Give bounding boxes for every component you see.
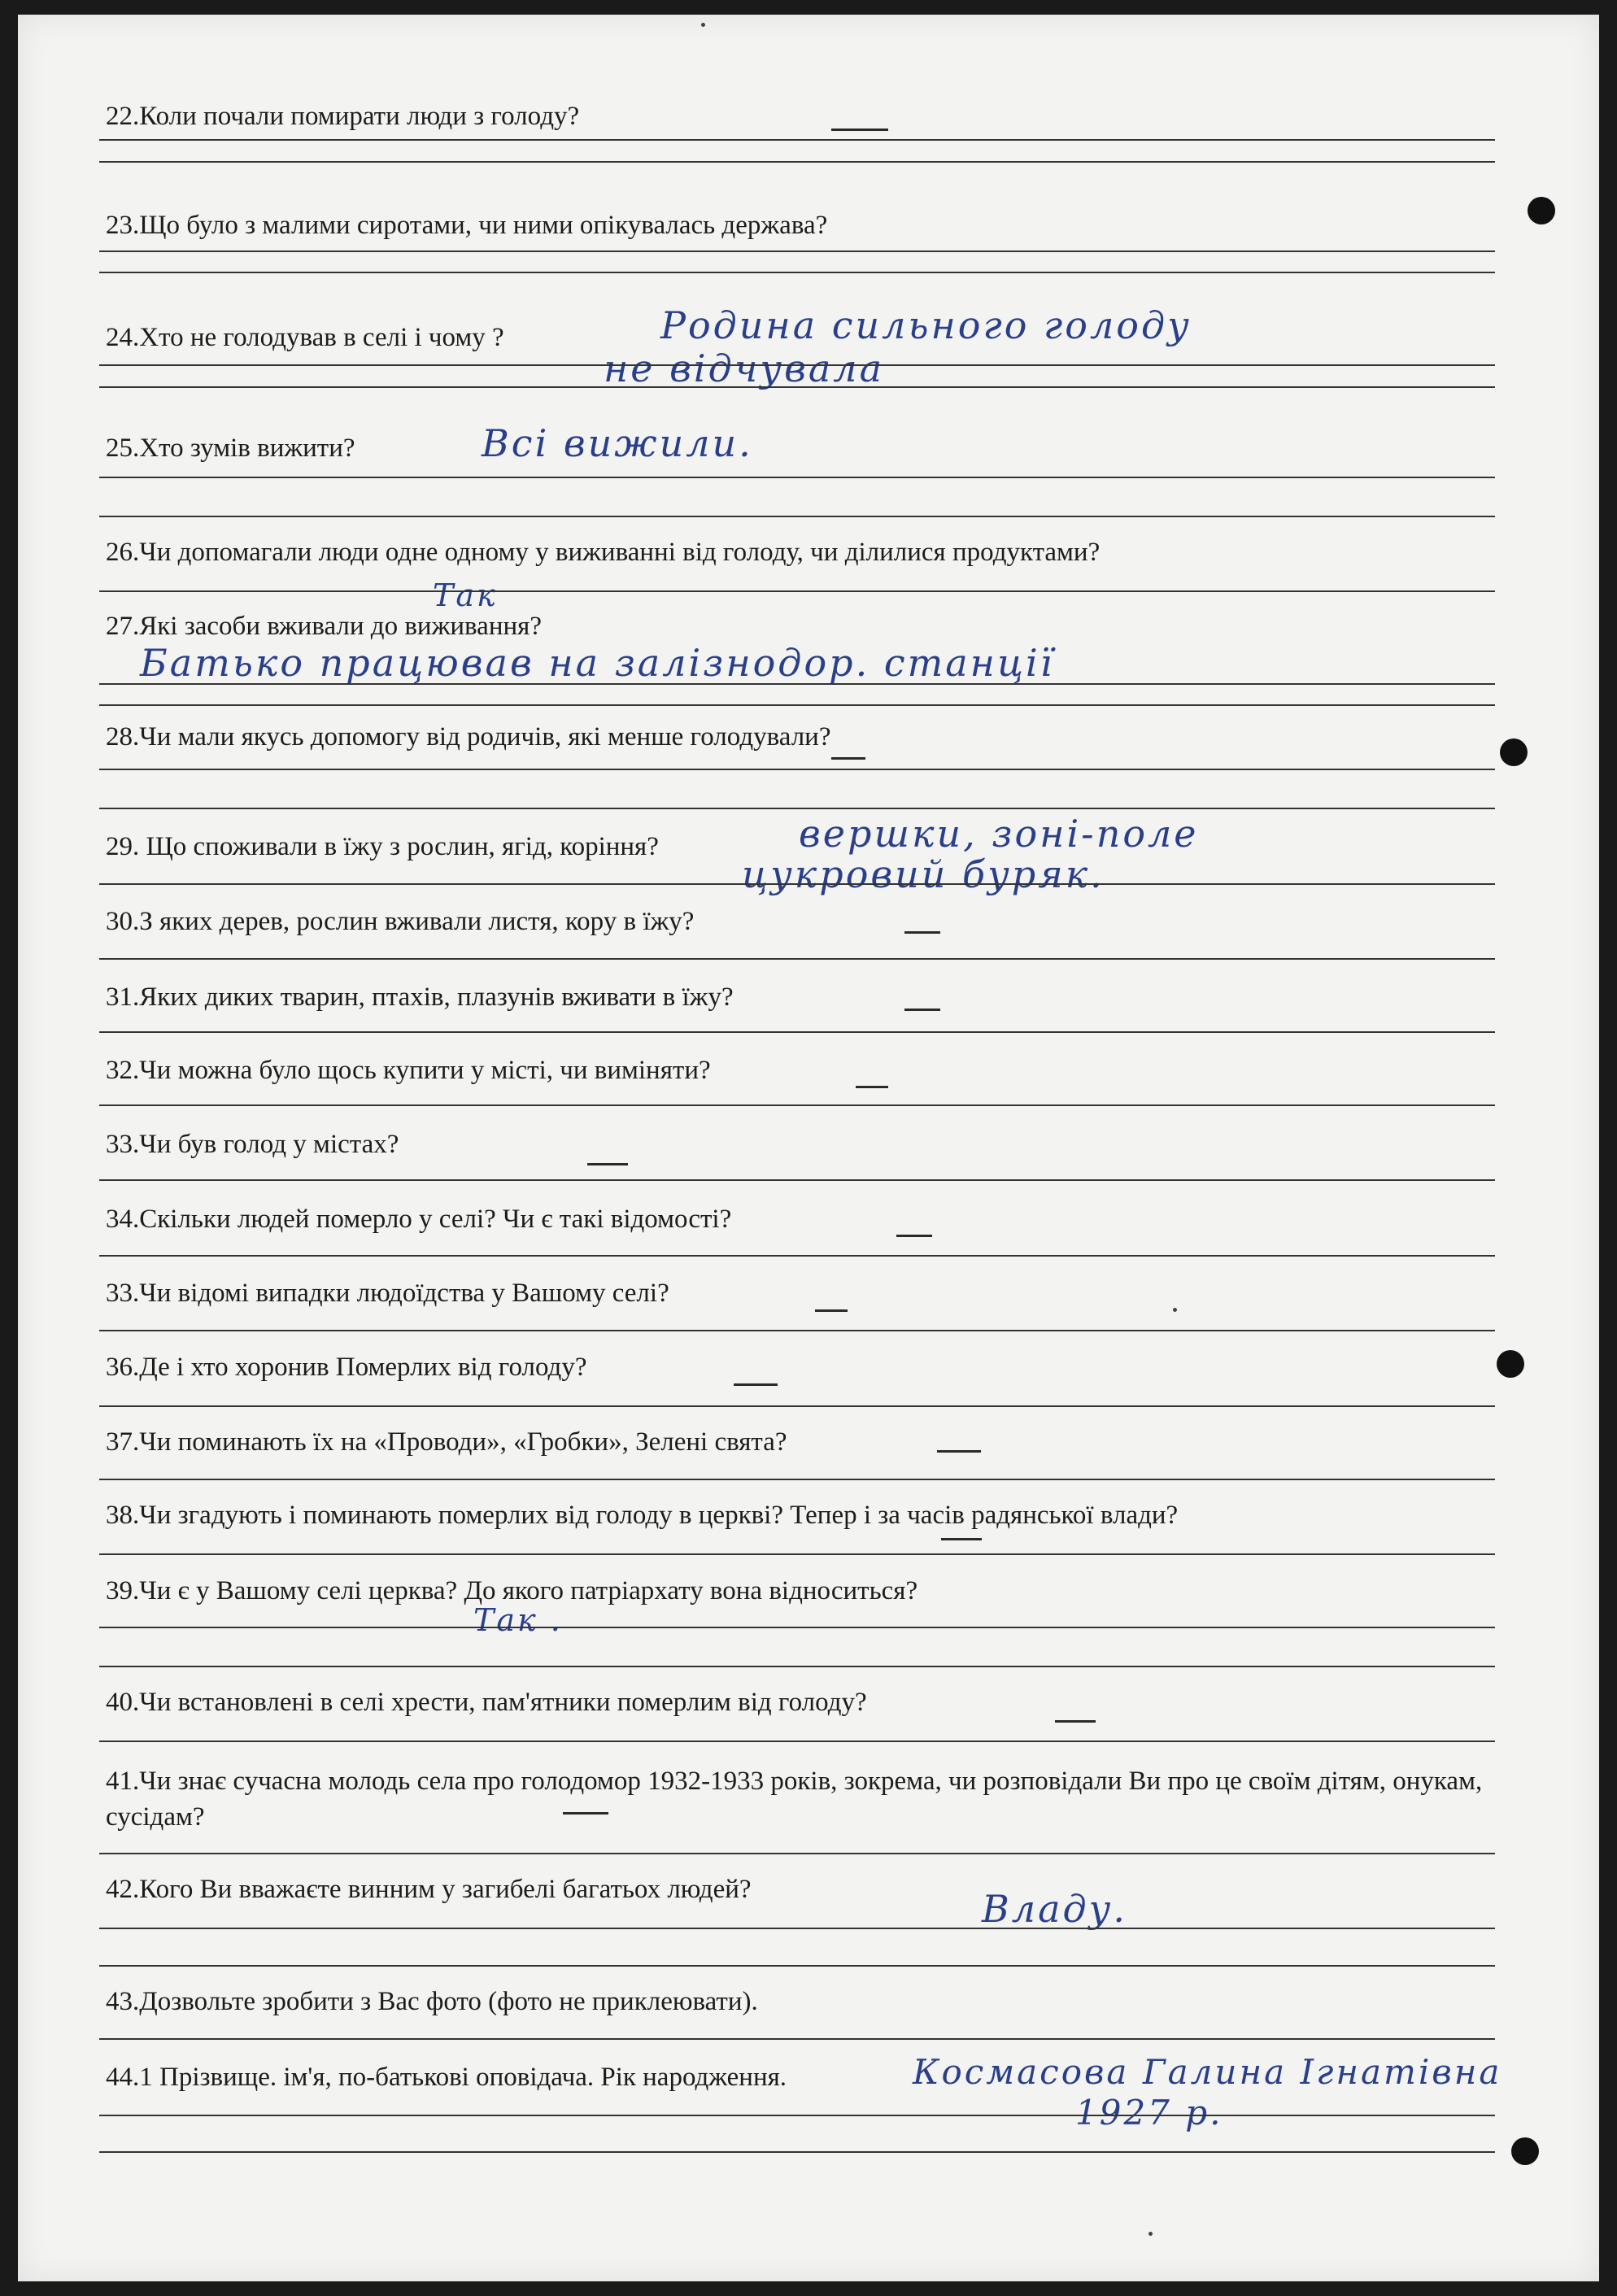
answer-line [99,1330,1495,1331]
answer-line [99,1405,1495,1407]
handwritten-answer-25: Всі вижили. [482,421,753,465]
answer-line [99,516,1495,517]
handwritten-answer-24: Родина сильного голоду [660,303,1192,347]
question-40: 40.Чи встановлені в селі хрести, пам'ятники померлим від голоду? [106,1688,867,1717]
answer-line [99,590,1495,592]
question-37: 37.Чи поминають їх на «Проводи», «Гробки», Зелені свята? [106,1427,787,1457]
answer-line [99,2038,1495,2040]
question-26: 26.Чи допомагали люди одне одному у виживанні від голоду, чи ділилися продуктами? [106,538,1101,567]
no-answer-dash [941,1538,982,1540]
scan-speck [701,23,705,27]
answer-line [99,1179,1495,1181]
no-answer-dash [815,1309,848,1312]
no-answer-dash [896,1235,932,1237]
question-31: 31.Яких диких тварин, птахів, плазунів вживати в їжу? [106,982,734,1012]
handwritten-answer-29b: цукровий буряк. [742,852,1105,896]
question-41: 41.Чи знає сучасна молодь села про голодомор 1932-1933 років, зокрема, чи розповідали Ви про це своїм дітям, онукам, сусідам? [106,1767,1483,1832]
answer-line [99,1666,1495,1667]
question-23: 23.Що було з малими сиротами, чи ними опікувалась держава? [106,211,828,240]
handwritten-answer-42: Владу. [982,1887,1127,1931]
answer-line [99,683,1495,685]
handwritten-answer-26: Так [433,577,498,613]
answer-line [99,272,1495,273]
answer-line [99,364,1495,366]
punch-hole [1511,2137,1539,2165]
answer-line [99,251,1495,252]
no-answer-dash [856,1086,888,1088]
answer-line [99,1627,1495,1628]
answer-line [99,1928,1495,1929]
answer-line [99,1853,1495,1854]
question-43: 43.Дозвольте зробити з Вас фото (фото не приклеювати). [106,1987,758,2016]
answer-line [99,808,1495,809]
question-28: 28.Чи мали якусь допомогу від родичів, які менше голодували? [106,722,831,752]
no-answer-dash [831,757,865,760]
scan-speck [1148,2232,1153,2236]
question-25: 25.Хто зумів вижити? [106,433,355,463]
answer-line [99,1104,1495,1106]
handwritten-answer-29: вершки, зоні-поле [799,812,1199,856]
question-36: 36.Де і хто хоронив Померлих від голоду? [106,1353,587,1382]
answer-line [99,139,1495,141]
question-29: 29. Що споживали в їжу з рослин, ягід, коріння? [106,832,659,861]
handwritten-answer-44b: 1927 р. [1075,2093,1223,2133]
punch-hole [1528,197,1555,224]
question-30: 30.З яких дерев, рослин вживали листя, кору в їжу? [106,907,695,936]
answer-line [99,1479,1495,1480]
question-44: 44.1 Прізвище. ім'я, по-батькові оповідача. Рік народження. [106,2063,787,2092]
no-answer-dash [904,931,940,934]
question-42: 42.Кого Ви вважаєте винним у загибелі багатьох людей? [106,1875,752,1904]
answer-line [99,386,1495,388]
no-answer-dash [1055,1720,1096,1723]
handwritten-answer-44: Космасова Галина Ігнатівна [913,2052,1502,2092]
answer-line [99,1965,1495,1967]
answer-line [99,161,1495,163]
scan-speck [1173,1308,1177,1312]
question-38: 38.Чи згадують і поминають померлих від голоду в церкві? Тепер і за часів радянської влади? [106,1501,1179,1530]
answer-line [99,704,1495,706]
question-35: 33.Чи відомі випадки людоїдства у Вашому селі? [106,1279,669,1308]
answer-line [99,1031,1495,1033]
handwritten-answer-27: Батько працював на залізнодор. станції [140,641,1055,685]
no-answer-dash [904,1009,940,1011]
question-33: 33.Чи був голод у містах? [106,1130,399,1159]
no-answer-dash [563,1812,608,1815]
questionnaire-page [18,15,1599,2281]
question-27: 27.Які засоби вживали до виживання? [106,612,542,641]
question-34: 34.Скільки людей померло у селі? Чи є такі відомості? [106,1205,732,1234]
answer-line [99,1553,1495,1555]
handwritten-answer-24b: не відчувала [604,346,884,390]
no-answer-dash [937,1450,981,1453]
answer-line [99,769,1495,770]
punch-hole [1500,738,1528,766]
no-answer-dash [587,1163,628,1165]
punch-hole [1497,1350,1524,1378]
answer-line [99,1255,1495,1257]
answer-line [99,1741,1495,1742]
answer-line [99,477,1495,478]
question-39: 39.Чи є у Вашому селі церква? До якого патріархату вона відноситься? [106,1576,918,1605]
no-answer-dash [734,1383,778,1386]
question-32: 32.Чи можна було щось купити у місті, чи виміняти? [106,1056,711,1085]
handwritten-answer-39: Так . [473,1602,563,1638]
question-22: 22.Коли почали помирати люди з голоду? [106,102,580,131]
answer-line [99,958,1495,960]
question-24: 24.Хто не голодував в селі і чому ? [106,323,504,352]
answer-line [99,883,1495,885]
answer-line [99,2115,1495,2116]
answer-line [99,2151,1495,2153]
no-answer-dash [831,129,888,131]
